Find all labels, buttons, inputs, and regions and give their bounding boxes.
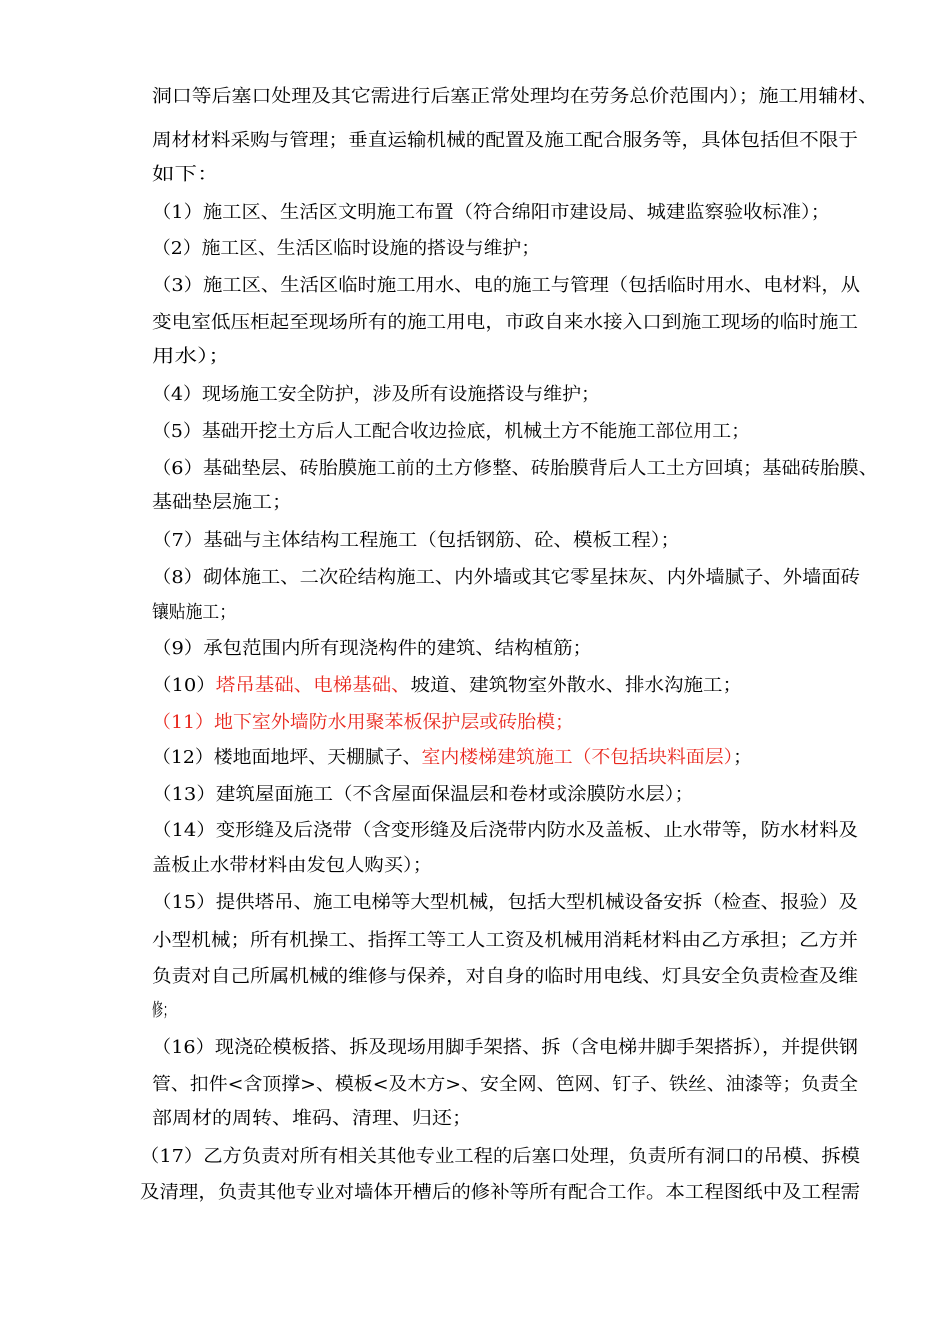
text-line: [152, 565, 860, 591]
text-segment: 用水）；: [152, 346, 231, 367]
text-line: [152, 128, 858, 154]
text-segment: （13）建筑屋面施工（不含屋面保温层和卷材或涂膜防水层）；: [152, 784, 694, 805]
text-segment: 坡道、建筑物室外散水、排水沟施工；: [410, 675, 742, 696]
text-segment: （14）变形缝及后浇带（含变形缝及后浇带内防水及盖板、止水带等，防水材料及: [152, 820, 858, 841]
text-segment: 盖板止水带材料由发包人购买）；: [152, 855, 432, 876]
text-segment: 及清理，负责其他专业对墙体开槽后的修补等所有配合工作。本工程图纸中及工程需: [140, 1182, 860, 1203]
text-line: [140, 1144, 860, 1170]
text-segment: （2）施工区、生活区临时设施的搭设与维护；: [152, 238, 540, 259]
text-segment: 小型机械；所有机操工、指挥工等工人工资及机械用消耗材料由乙方承担；乙方并: [152, 930, 858, 951]
text-line: [152, 382, 600, 408]
text-segment: 修；: [152, 1000, 174, 1021]
text-segment: （17）乙方负责对所有相关其他专业工程的后塞口处理，负责所有洞口的吊模、拆模: [140, 1146, 860, 1167]
text-segment: 镶贴施工；: [152, 602, 236, 623]
text-segment: ；: [733, 747, 752, 768]
text-segment: （6）基础垫层、砖胎膜施工前的土方修整、砖胎膜背后人工土方回填；基础砖胎膜、: [152, 458, 878, 479]
text-segment: 如下：: [152, 164, 220, 185]
text-segment: （4）现场施工安全防护，涉及所有设施搭设与维护；: [152, 384, 600, 405]
text-line: [152, 200, 830, 226]
text-line: [152, 419, 750, 445]
text-segment: 洞口等后塞口处理及其它需进行后塞正常处理均在劳务总价范围内）；施工用辅材、: [152, 86, 878, 107]
text-line: [152, 636, 592, 662]
text-line: [152, 745, 752, 771]
text-segment: （3）施工区、生活区临时施工用水、电的施工与管理（包括临时用水、电材料，从: [152, 275, 860, 296]
text-line: [152, 344, 231, 370]
text-segment: 基础垫层施工；: [152, 492, 292, 513]
text-segment: （7）基础与主体结构工程施工（包括钢筋、砼、模板工程）；: [152, 530, 680, 551]
text-line: [152, 818, 858, 844]
text-line: [152, 162, 220, 188]
text-segment: （15）提供塔吊、施工电梯等大型机械，包括大型机械设备安拆（检查、报验）及: [152, 892, 858, 913]
text-segment: 管、扣件<含顶撑>、模板<及木方>、安全网、笆网、钉子、铁丝、油漆等；负责全: [152, 1074, 858, 1095]
text-line: [152, 673, 742, 699]
text-segment: （8）砌体施工、二次砼结构施工、内外墙或其它零星抹灰、内外墙腻子、外墙面砖: [152, 567, 860, 588]
text-line: [152, 528, 680, 554]
text-line: [152, 782, 694, 808]
text-segment: （9）承包范围内所有现浇构件的建筑、结构植筋；: [152, 638, 592, 659]
text-segment: （16）现浇砼模板搭、拆及现场用脚手架搭、拆（含电梯井脚手架搭拆），并提供钢: [152, 1037, 858, 1058]
text-line: [152, 853, 432, 879]
text-line: [152, 84, 878, 110]
text-segment: （10）: [152, 675, 216, 696]
text-line: [152, 273, 860, 299]
text-segment: （5）基础开挖土方后人工配合收边捡底，机械土方不能施工部位用工；: [152, 421, 750, 442]
text-line: [152, 600, 236, 626]
text-line: [152, 710, 574, 736]
text-line: [152, 928, 858, 954]
text-line: [152, 1106, 472, 1132]
text-segment: （1）施工区、生活区文明施工布置（符合绵阳市建设局、城建监察验收标准）；: [152, 202, 830, 223]
highlighted-text: 塔吊基础、电梯基础、: [215, 675, 411, 696]
text-line: [152, 236, 540, 262]
text-line: [152, 964, 858, 990]
text-segment: 部周材的周转、堆码、清理、归还；: [152, 1108, 472, 1129]
text-line: [140, 1180, 860, 1206]
text-line: [152, 1072, 858, 1098]
text-segment: 变电室低压柜起至现场所有的施工用电，市政自来水接入口到施工现场的临时施工: [152, 312, 858, 333]
highlighted-text: （11）地下室外墙防水用聚苯板保护层或砖胎模；: [152, 712, 574, 733]
text-line: [152, 1035, 858, 1061]
text-line: [152, 998, 174, 1024]
text-line: [152, 456, 878, 482]
text-line: [152, 490, 292, 516]
text-line: [152, 310, 858, 336]
text-segment: 周材材料采购与管理；垂直运输机械的配置及施工配合服务等，具体包括但不限于: [152, 130, 858, 151]
text-segment: 负责对自己所属机械的维修与保养，对自身的临时用电线、灯具安全负责检查及维: [152, 966, 858, 987]
highlighted-text: 室内楼梯建筑施工（不包括块料面层）: [421, 747, 734, 768]
text-segment: （12）楼地面地坪、天棚腻子、: [152, 747, 422, 768]
text-line: [152, 890, 858, 916]
